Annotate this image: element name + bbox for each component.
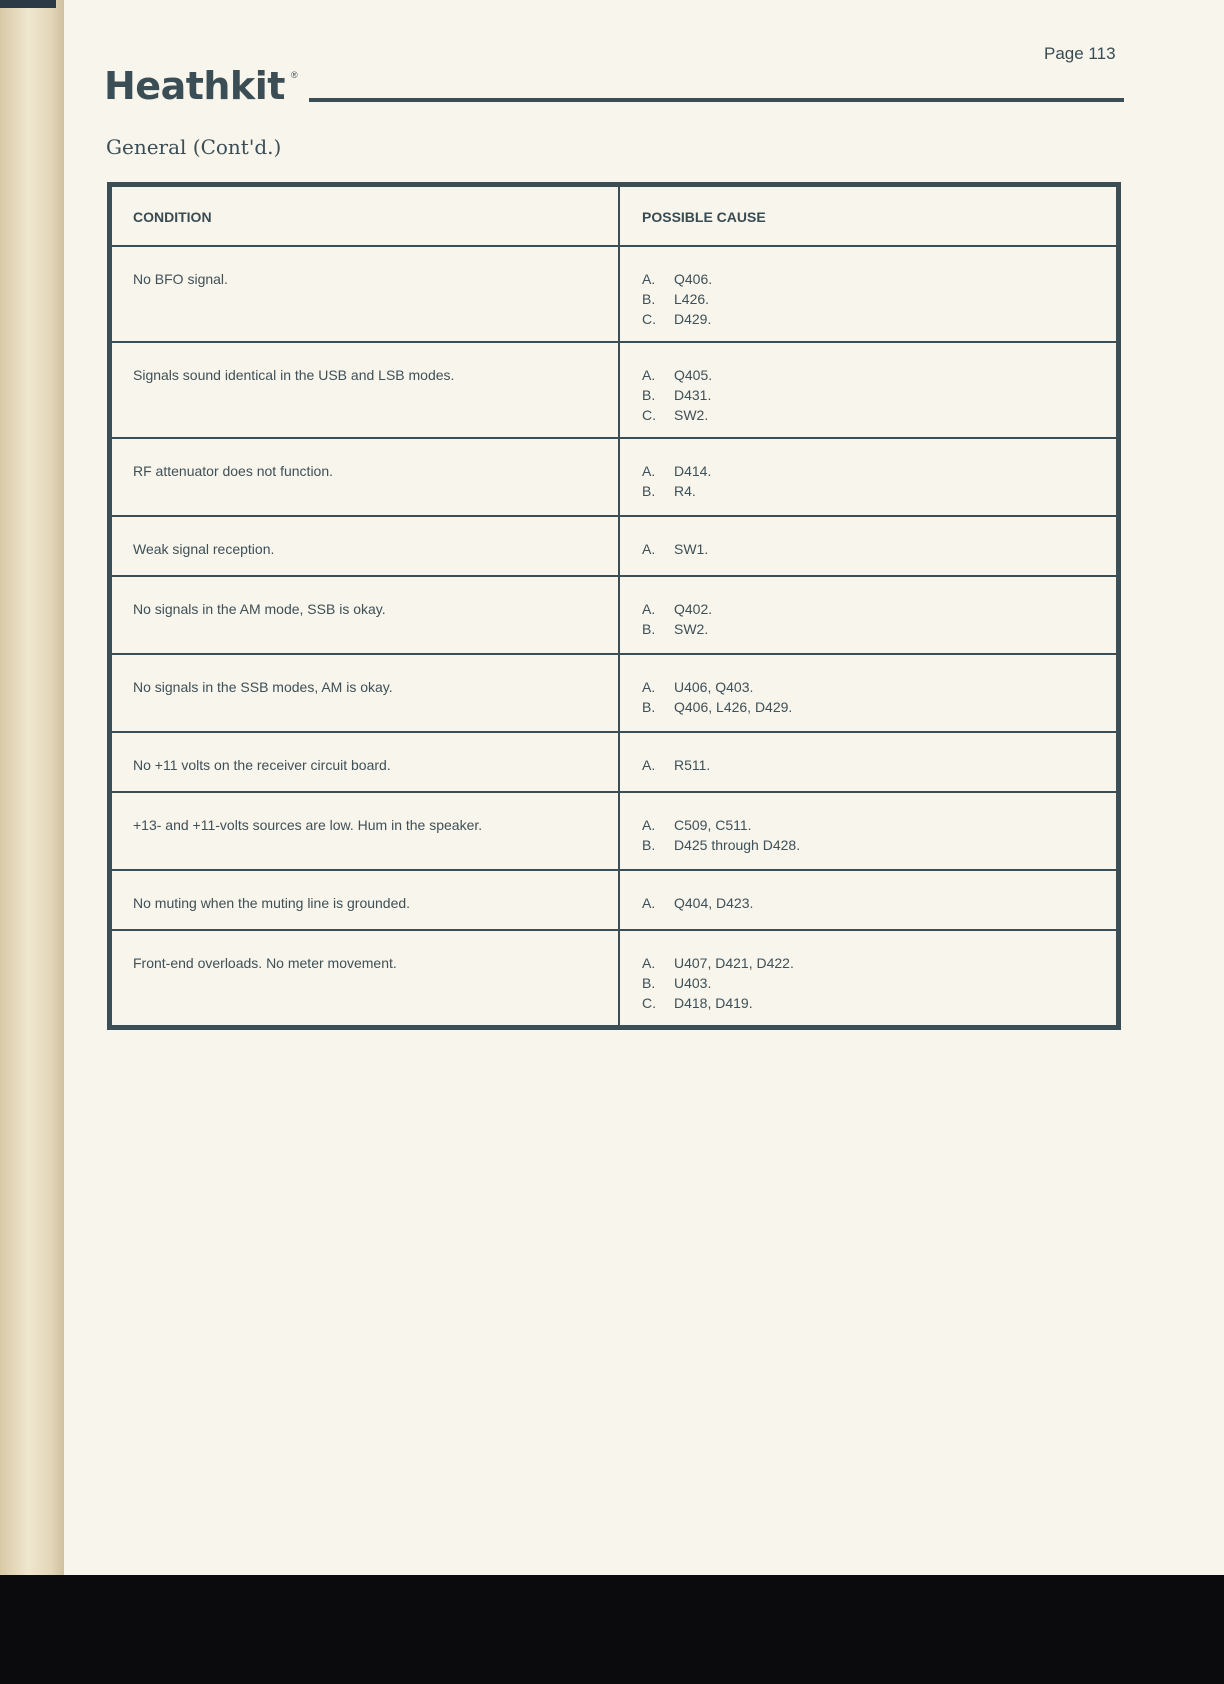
table-row: [111, 516, 1117, 576]
cause-text: D414.: [674, 463, 712, 479]
cause-item: [642, 385, 1104, 405]
cause-text: C509, C511.: [674, 817, 752, 833]
cause-item: [642, 289, 1104, 309]
column-header-possible-cause: POSSIBLE CAUSE: [619, 186, 1117, 246]
cause-letter: B.: [642, 699, 656, 715]
section-title: General (Cont'd.): [106, 135, 282, 159]
condition-cell: [111, 342, 619, 438]
cause-text: D425 through D428.: [674, 837, 801, 853]
condition-text: Front-end overloads. No meter movement.: [133, 955, 397, 971]
condition-cell: [111, 930, 619, 1026]
condition-text: Signals sound identical in the USB and LSB modes.: [133, 367, 455, 383]
table-row: [111, 438, 1117, 516]
cause-letter: A.: [642, 817, 656, 833]
cause-item: [642, 835, 1104, 855]
cause-letter: A.: [642, 367, 656, 383]
header-rule: [309, 98, 1124, 102]
condition-cell: [111, 576, 619, 654]
cause-letter: B.: [642, 837, 656, 853]
cause-item: [642, 405, 1104, 425]
possible-cause-cell: [619, 870, 1117, 930]
table-row: [111, 654, 1117, 732]
condition-text: No +11 volts on the receiver circuit board.: [133, 757, 391, 773]
cause-letter: B.: [642, 621, 656, 637]
condition-cell: [111, 438, 619, 516]
condition-text: Weak signal reception.: [133, 541, 275, 557]
cause-item: [642, 619, 1104, 639]
troubleshooting-table: [107, 182, 1121, 1030]
cause-letter: A.: [642, 463, 656, 479]
possible-cause-cell: [619, 930, 1117, 1026]
condition-text: RF attenuator does not function.: [133, 463, 334, 479]
scan-background: [0, 1575, 1224, 1684]
table-row: [111, 732, 1117, 792]
cause-letter: A.: [642, 679, 656, 695]
book-spine: [0, 0, 64, 1575]
cause-text: D429.: [674, 311, 712, 327]
possible-cause-cell: [619, 342, 1117, 438]
cause-item: [642, 269, 1104, 289]
condition-cell: [111, 732, 619, 792]
table-header-row: [111, 186, 1117, 246]
cause-item: [642, 599, 1104, 619]
cause-letter: B.: [642, 483, 656, 499]
cause-text: D431.: [674, 387, 712, 403]
page-number: Page 113: [1044, 44, 1116, 63]
cause-text: SW2.: [674, 621, 709, 637]
table-row: [111, 246, 1117, 342]
cause-text: R4.: [674, 483, 696, 499]
possible-cause-cell: [619, 792, 1117, 870]
cause-item: [642, 755, 1104, 775]
table-row: [111, 870, 1117, 930]
cause-text: U403.: [674, 975, 712, 991]
cause-text: U407, D421, D422.: [674, 955, 794, 971]
table-row: [111, 792, 1117, 870]
cause-text: Q406.: [674, 271, 713, 287]
condition-text: No signals in the SSB modes, AM is okay.: [133, 679, 393, 695]
cause-item: [642, 815, 1104, 835]
registered-mark: ®: [291, 70, 298, 80]
cause-letter: B.: [642, 291, 656, 307]
cause-item: [642, 461, 1104, 481]
cause-item: [642, 481, 1104, 501]
brand-logo: Heathkit: [104, 64, 285, 108]
possible-cause-cell: [619, 654, 1117, 732]
condition-cell: [111, 516, 619, 576]
cause-item: [642, 365, 1104, 385]
cause-text: U406, Q403.: [674, 679, 754, 695]
possible-cause-cell: [619, 438, 1117, 516]
possible-cause-cell: [619, 516, 1117, 576]
cause-text: Q404, D423.: [674, 895, 754, 911]
cause-item: [642, 677, 1104, 697]
possible-cause-cell: [619, 576, 1117, 654]
table-row: [111, 576, 1117, 654]
cause-item: [642, 973, 1104, 993]
cause-text: SW2.: [674, 407, 709, 423]
cause-item: [642, 893, 1104, 913]
cause-letter: C.: [642, 407, 656, 423]
cause-letter: A.: [642, 271, 656, 287]
cause-text: L426.: [674, 291, 710, 307]
cause-item: [642, 539, 1104, 559]
condition-text: No muting when the muting line is grounded.: [133, 895, 411, 911]
cause-letter: A.: [642, 955, 656, 971]
cause-letter: A.: [642, 757, 656, 773]
cause-text: D418, D419.: [674, 995, 753, 1011]
cause-letter: A.: [642, 601, 656, 617]
cause-item: [642, 953, 1104, 973]
cause-text: SW1.: [674, 541, 709, 557]
condition-cell: [111, 654, 619, 732]
table-row: [111, 930, 1117, 1026]
cause-item: [642, 697, 1104, 717]
table-row: [111, 342, 1117, 438]
condition-text: No BFO signal.: [133, 271, 228, 287]
cause-text: Q402.: [674, 601, 713, 617]
possible-cause-cell: [619, 246, 1117, 342]
cause-letter: C.: [642, 311, 656, 327]
cause-item: [642, 993, 1104, 1013]
cause-text: Q406, L426, D429.: [674, 699, 793, 715]
cause-text: R511.: [674, 757, 711, 773]
cause-text: Q405.: [674, 367, 713, 383]
cause-letter: B.: [642, 975, 656, 991]
possible-cause-cell: [619, 732, 1117, 792]
condition-text: +13- and +11-volts sources are low. Hum in the speaker.: [133, 817, 483, 833]
spine-edge: [0, 0, 56, 8]
condition-cell: [111, 792, 619, 870]
cause-letter: A.: [642, 541, 656, 557]
column-header-condition: CONDITION: [111, 186, 619, 246]
condition-cell: [111, 246, 619, 342]
cause-letter: C.: [642, 995, 656, 1011]
condition-cell: [111, 870, 619, 930]
cause-item: [642, 309, 1104, 329]
cause-letter: A.: [642, 895, 656, 911]
condition-text: No signals in the AM mode, SSB is okay.: [133, 601, 386, 617]
cause-letter: B.: [642, 387, 656, 403]
